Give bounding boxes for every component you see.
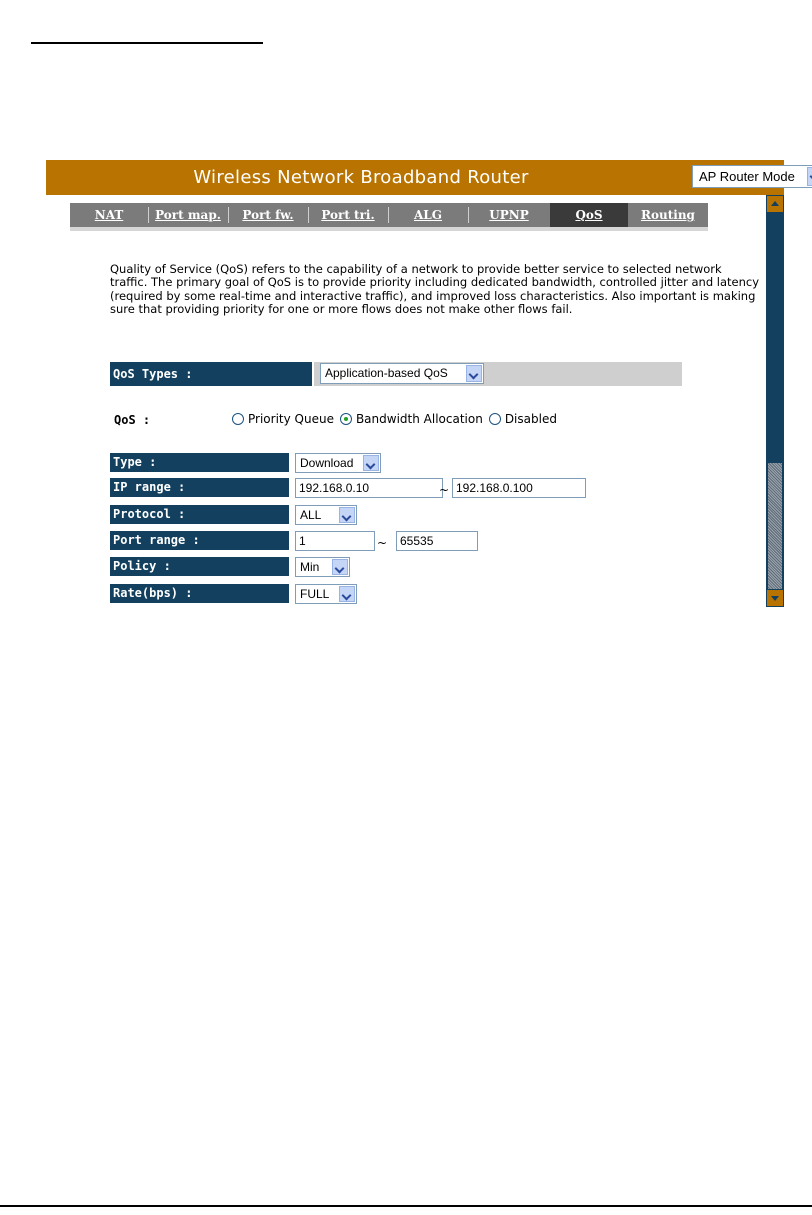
radio-bandwidth-allocation-label: Bandwidth Allocation [355,412,483,426]
tab-routing[interactable]: Routing [641,208,695,222]
port-range-from-input[interactable] [295,531,375,551]
tab-port-map[interactable]: Port map. [148,203,228,227]
ip-range-from-input[interactable] [295,478,443,498]
tab-alg[interactable]: ALG [388,203,468,227]
header-title: Wireless Network Broadband Router [193,167,529,188]
tab-bar [70,203,708,227]
chevron-down-icon[interactable] [363,455,379,471]
policy-select[interactable] [295,557,350,577]
port-range-label: Port range : [110,531,289,550]
qos-label: QoS : [114,413,151,427]
ip-range-to-input[interactable] [452,478,586,498]
rate-value: FULL [300,587,330,601]
tab-bar-shadow [70,227,708,231]
policy-label: Policy : [110,557,289,576]
ip-range-from-value: 192.168.0.10 [299,481,370,495]
qos-types-select[interactable] [320,363,484,384]
qos-radio-group [232,412,563,426]
vertical-scrollbar[interactable] [766,195,784,607]
radio-disabled[interactable] [489,413,501,425]
ip-range-label: IP range : [110,478,289,497]
router-header [46,160,795,195]
mode-select[interactable] [692,165,812,188]
protocol-value: ALL [300,508,322,522]
tab-qos[interactable]: QoS [550,203,628,227]
port-range-separator: ~ [377,536,388,550]
type-label: Type : [110,453,289,472]
chevron-down-icon[interactable] [466,365,482,382]
port-range-from-value: 1 [299,534,306,548]
rate-select[interactable] [295,584,357,604]
type-select[interactable] [295,453,381,473]
tab-upnp[interactable]: UPNP [468,203,550,227]
type-value: Download [300,456,354,470]
port-range-to-value: 65535 [400,534,434,548]
tab-port-tri[interactable]: Port tri. [308,203,388,227]
scroll-up-icon[interactable] [767,196,783,212]
ip-range-to-value: 192.168.0.100 [456,481,533,495]
radio-priority-queue-label: Priority Queue [248,412,334,426]
qos-types-label: QoS Types : [110,362,312,386]
protocol-label: Protocol : [110,505,289,524]
ip-range-separator: ~ [439,483,450,497]
mode-select-value: AP Router Mode [699,169,795,184]
chevron-down-icon[interactable] [807,167,812,186]
radio-disabled-label: Disabled [504,412,557,426]
scroll-down-icon[interactable] [767,590,783,606]
protocol-select[interactable] [295,505,357,525]
scrollbar-thumb[interactable] [768,463,782,589]
top-underline [31,42,263,44]
bottom-rule [0,1205,812,1207]
qos-types-value: Application-based QoS [325,366,448,380]
policy-value: Min [300,560,320,574]
tab-nat[interactable]: NAT [94,208,124,222]
qos-description: Quality of Service (QoS) refers to the capability of a network to provide better service to selected network traffic. The primary goal of QoS is to provide priority including dedicated bandwidth, controlled jitter and latency (required by some real-time and interactive traffic), and improved loss characteristics. Also important is making sure that providing priority for one or more flows does not make other flows fail. [110,262,760,317]
content-frame [46,195,784,607]
chevron-down-icon[interactable] [332,559,348,575]
rate-label: Rate(bps) : [110,584,289,603]
chevron-down-icon[interactable] [339,507,355,523]
port-range-to-input[interactable] [396,531,478,551]
tab-port-fw[interactable]: Port fw. [228,203,308,227]
radio-bandwidth-allocation[interactable] [340,413,352,425]
radio-priority-queue[interactable] [232,413,244,425]
chevron-down-icon[interactable] [339,586,355,602]
